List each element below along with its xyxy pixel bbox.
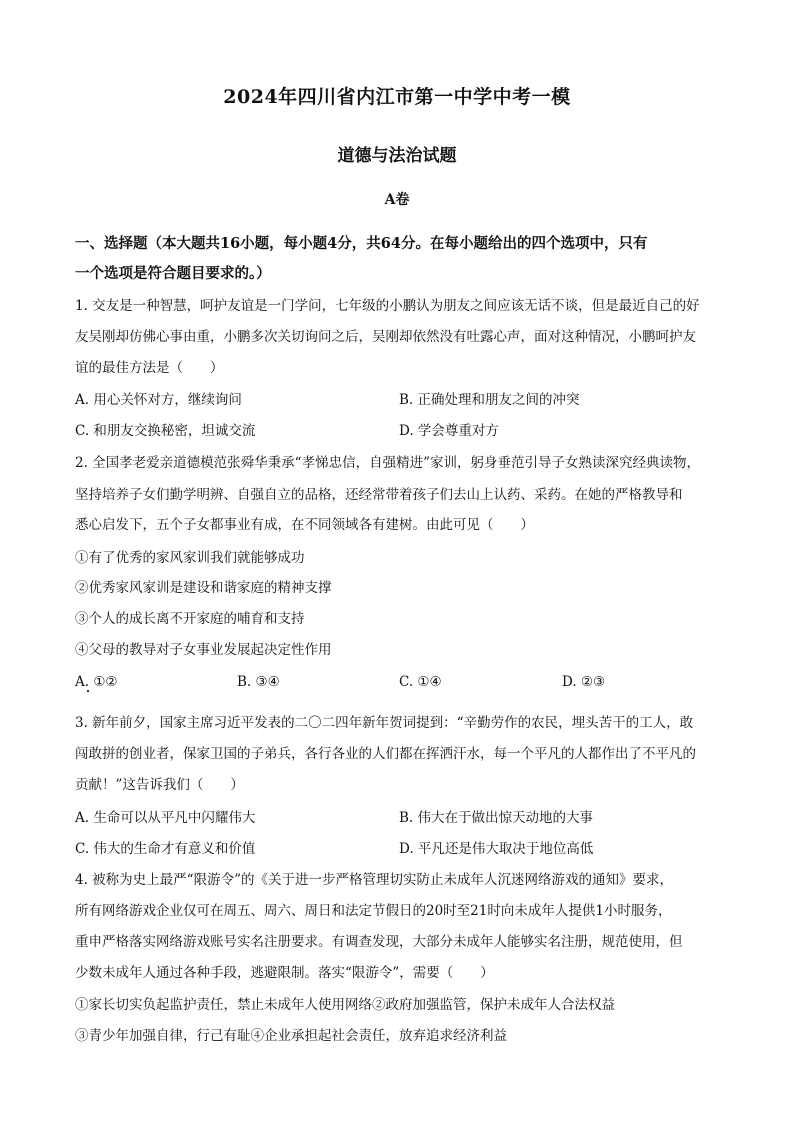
question-2-option-b[interactable]: B. ③④ xyxy=(237,674,280,690)
question-1-option-c[interactable]: C. 和朋友交换秘密，坦诚交流 xyxy=(75,423,256,439)
question-2-line-3: 悉心启发下，五个子女都事业有成，在不同领域各有建树。由此可见（ ） xyxy=(75,517,534,533)
question-1-line-3: 谊的最佳方法是（ ） xyxy=(75,360,224,376)
question-4-line-2: 所有网络游戏企业仅可在周五、周六、周日和法定节假日的20时至21时向未成年人提供1小时服务， xyxy=(75,903,672,919)
question-2-statement-3: ③个人的成长离不开家庭的哺育和支持 xyxy=(75,611,305,627)
exam-title: 2024年四川省内江市第一中学中考一模 xyxy=(223,86,571,108)
stray-mark xyxy=(87,690,89,692)
volume-label: A卷 xyxy=(384,192,410,208)
question-3-option-b[interactable]: B. 伟大在于做出惊天动地的大事 xyxy=(399,810,594,826)
question-2-statement-4: ④父母的教导对子女事业发展起决定性作用 xyxy=(75,642,332,658)
question-3-line-3: 贡献！”这告诉我们（ ） xyxy=(75,777,244,793)
question-2-line-1: 2. 全国孝老爱亲道德模范张舜华秉承“孝悌忠信，自强精进”家训，躬身垂范引导子女熟读深究经典读物， xyxy=(75,455,700,471)
question-2-statement-2: ②优秀家风家训是建设和谐家庭的精神支撑 xyxy=(75,580,332,596)
question-3-option-c[interactable]: C. 伟大的生命才有意义和价值 xyxy=(75,841,256,857)
question-4-line-1: 4. 被称为史上最严“限游令”的《关于进一步严格管理切实防止未成年人沉迷网络游戏的通知》要求， xyxy=(75,872,673,888)
question-2-option-d[interactable]: D. ②③ xyxy=(562,674,606,690)
section-heading-line-1: 一、选择题（本大题共16小题，每小题4分，共64分。在每小题给出的四个选项中，只有 xyxy=(75,235,648,252)
question-1-option-a[interactable]: A. 用心关怀对方，继续询问 xyxy=(75,392,242,408)
question-4-line-4: 少数未成年人通过各种手段，逃避限制。落实“限游令”，需要（ ） xyxy=(75,965,494,981)
question-3-option-a[interactable]: A. 生命可以从平凡中闪耀伟大 xyxy=(75,810,256,826)
section-heading-line-2: 一个选项是符合题目要求的。） xyxy=(75,265,271,282)
question-1-option-b[interactable]: B. 正确处理和朋友之间的冲突 xyxy=(399,392,580,408)
question-2-option-a[interactable]: A. ①② xyxy=(75,674,118,690)
subject-title: 道德与法治试题 xyxy=(337,146,457,166)
question-3-option-d[interactable]: D. 平凡还是伟大取决于地位高低 xyxy=(399,841,594,857)
question-4-line-3: 重申严格落实网络游戏账号实名注册要求。有调查发现，大部分未成年人能够实名注册，规范使用，但 xyxy=(75,934,683,950)
question-3-line-1: 3. 新年前夕，国家主席习近平发表的二〇二四年新年贺词提到：“辛勤劳作的农民，埋头苦干的工人，敢 xyxy=(75,715,694,731)
question-1-line-2: 友吴刚却仿佛心事由重，小鹏多次关切询问之后，吴刚却依然没有吐露心声，面对这种情况，小鹏呵护友 xyxy=(75,329,696,345)
question-4-statements-1-2: ①家长切实负起监护责任，禁止未成年人使用网络②政府加强监管，保护未成年人合法权益 xyxy=(75,997,615,1013)
question-1-option-d[interactable]: D. 学会尊重对方 xyxy=(399,423,499,439)
question-3-line-2: 闯敢拼的创业者，保家卫国的子弟兵，各行各业的人们都在挥洒汗水，每一个平凡的人都作出了不平凡的 xyxy=(75,746,696,762)
question-2-line-2: 坚持培养子女们勤学明辨、自强自立的品格，还经常带着孩子们去山上认药、采药。在她的严格教导和 xyxy=(75,487,683,503)
question-1-line-1: 1. 交友是一种智慧，呵护友谊是一门学问，七年级的小鹏认为朋友之间应该无话不谈，但是最近自己的好 xyxy=(75,298,700,314)
question-4-statements-3-4: ③青少年加强自律，行己有耻④企业承担起社会责任，放弃追求经济利益 xyxy=(75,1028,507,1044)
question-2-option-c[interactable]: C. ①④ xyxy=(399,674,442,690)
question-2-statement-1: ①有了优秀的家风家训我们就能够成功 xyxy=(75,550,305,566)
